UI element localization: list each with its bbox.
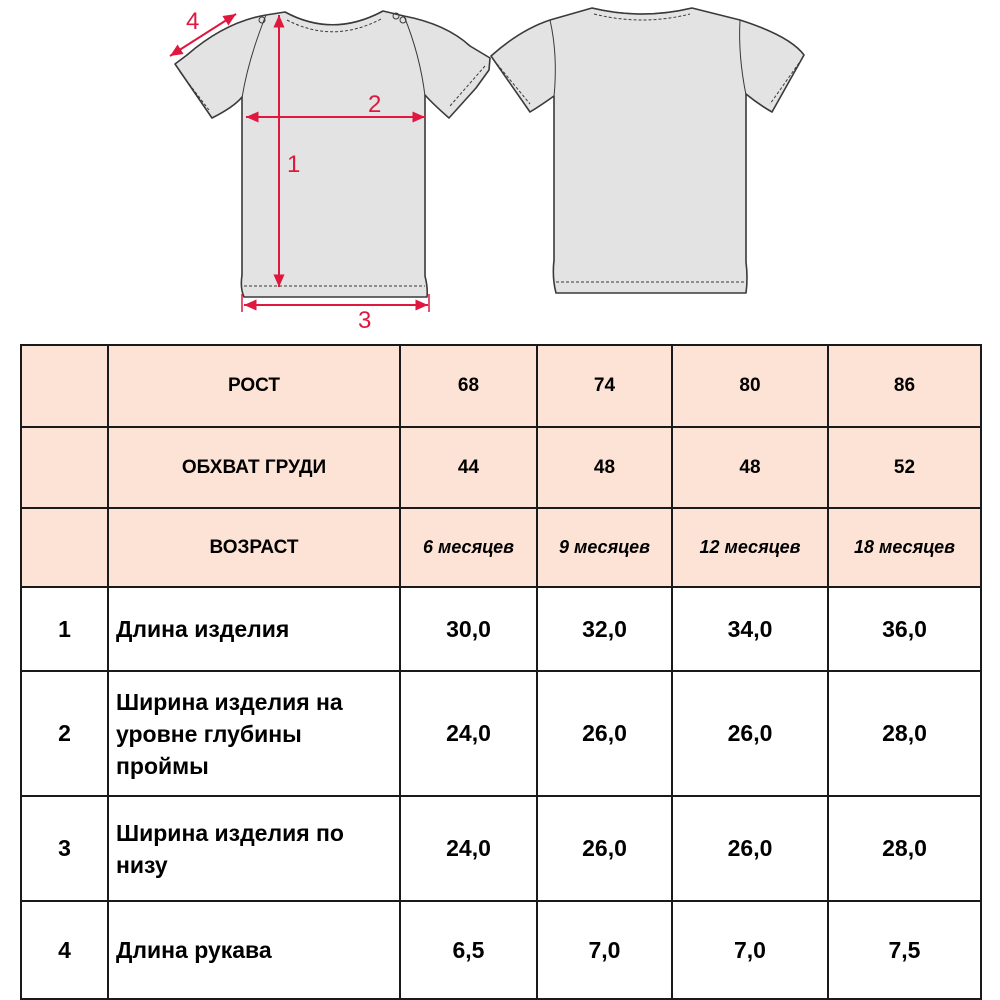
row-label: ОБХВАТ ГРУДИ	[108, 427, 400, 508]
measurement-row	[21, 587, 981, 671]
empty-cell	[21, 508, 108, 587]
measurement-row	[21, 671, 981, 796]
value-cell: 32,0	[537, 587, 672, 671]
measurement-label: Ширина изделия по низу	[108, 796, 400, 901]
value-cell: 80	[672, 345, 828, 427]
empty-cell	[21, 427, 108, 508]
value-cell: 24,0	[400, 796, 537, 901]
tshirt-diagram	[0, 0, 1000, 345]
height-row	[21, 345, 981, 427]
value-cell: 48	[537, 427, 672, 508]
size-table	[20, 344, 982, 1000]
value-cell: 7,5	[828, 901, 981, 999]
value-cell: 26,0	[672, 671, 828, 796]
row-number: 4	[21, 901, 108, 999]
row-label: РОСТ	[108, 345, 400, 427]
value-cell: 7,0	[672, 901, 828, 999]
marker-4: 4	[186, 8, 200, 35]
value-cell: 24,0	[400, 671, 537, 796]
measurement-label: Ширина изделия на уровне глубины проймы	[108, 671, 400, 796]
value-cell: 26,0	[672, 796, 828, 901]
value-cell: 48	[672, 427, 828, 508]
value-cell: 6,5	[400, 901, 537, 999]
measurement-label: Длина изделия	[108, 587, 400, 671]
value-cell: 26,0	[537, 796, 672, 901]
tshirt-front	[175, 11, 490, 297]
row-number: 1	[21, 587, 108, 671]
measurement-label: Длина рукава	[108, 901, 400, 999]
age-cell: 6 месяцев	[400, 508, 537, 587]
measurement-row	[21, 901, 981, 999]
value-cell: 68	[400, 345, 537, 427]
row-number: 2	[21, 671, 108, 796]
value-cell: 34,0	[672, 587, 828, 671]
value-cell: 28,0	[828, 671, 981, 796]
age-cell: 12 месяцев	[672, 508, 828, 587]
marker-1: 1	[287, 151, 301, 178]
value-cell: 7,0	[537, 901, 672, 999]
value-cell: 28,0	[828, 796, 981, 901]
value-cell: 52	[828, 427, 981, 508]
tshirt-back	[491, 8, 804, 293]
marker-3: 3	[358, 307, 372, 334]
age-cell: 9 месяцев	[537, 508, 672, 587]
value-cell: 26,0	[537, 671, 672, 796]
row-number: 3	[21, 796, 108, 901]
value-cell: 30,0	[400, 587, 537, 671]
value-cell: 86	[828, 345, 981, 427]
value-cell: 36,0	[828, 587, 981, 671]
age-cell: 18 месяцев	[828, 508, 981, 587]
row-label: ВОЗРАСТ	[108, 508, 400, 587]
marker-2: 2	[368, 91, 382, 118]
value-cell: 74	[537, 345, 672, 427]
age-row	[21, 508, 981, 587]
empty-cell	[21, 345, 108, 427]
value-cell: 44	[400, 427, 537, 508]
chest-row	[21, 427, 981, 508]
measurement-row	[21, 796, 981, 901]
